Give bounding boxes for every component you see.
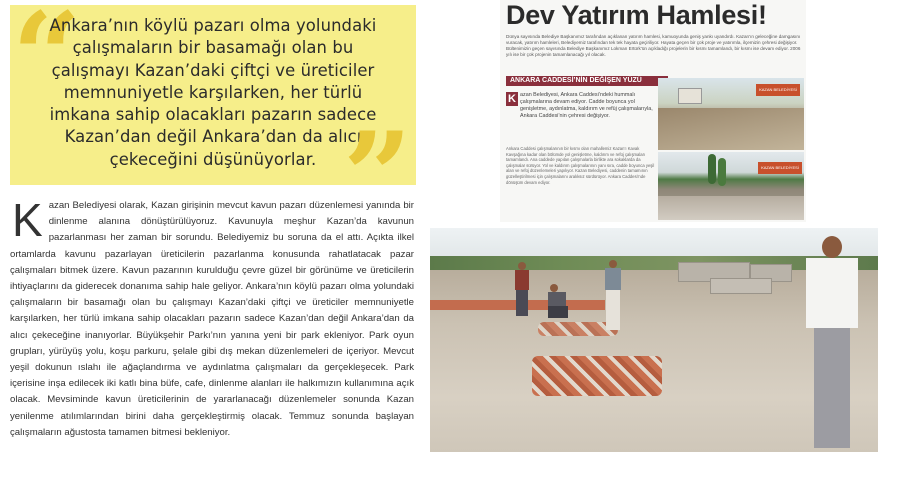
worker-figure: [512, 262, 532, 318]
clipping-lead: Dünya sayısında Belediye Başkanımız tarafından açıklanan yatırım hamlesi, kamuoyunda geniş yankı uyandırdı. Kazan’ın geleceğine damgasını vuracak, yatırım hamleleri, Belediyemiz tarafından tek tek hayata geçiriliyor. Hayata geçen bir çok proje ve yatırımla, ilçemizin çehresi değişiyor. Bültenimizin geçen sayısında Belediye Başkanımız Lokman Ertürk’ün açıkladığı projelerin bir kısmı tamamlandı, bir kısmı ise devam ediyor. 2006 yılı ise bir çok projenin tamamlanacağı yıl olacak.: [506, 34, 801, 57]
official-figure: [802, 236, 862, 452]
article-body: [10, 198, 414, 482]
clipping-intro: azan Belediyesi, Ankara Caddesi’ndeki hummalı çalışmalarına devam ediyor. Cadde boyunca yol genişletme, aydınlatma, kaldırım ve refüj çalışmalarıyla, Ankara Caddesi’nin çehresi değişiyor.: [520, 92, 653, 119]
article-dropcap: K: [12, 198, 43, 246]
pull-quote: [10, 0, 416, 247]
clipping-dropcap: K: [506, 92, 518, 106]
block-stack: [710, 278, 772, 294]
clipping-section-title: ANKARA CADDESİ’NİN DEĞİŞEN YÜZÜ: [506, 76, 668, 86]
clipping-headline: Dev Yatırım Hamlesi!: [506, 0, 767, 30]
worker-figure: [602, 260, 624, 332]
news-clipping: [500, 0, 806, 222]
clipping-photo-street: [658, 152, 804, 220]
clipping-sign: KAZAN BELEDİYESİ: [756, 84, 800, 96]
close-quote-icon: ”: [342, 106, 412, 247]
worker-figure: [546, 284, 570, 320]
clipping-photo-roadwork: [658, 78, 804, 150]
clipping-body: Ankara Caddesi çalışmalarının bir kısmı olan mahallemiz Kazan’ı Kavak Kavşağına kadar olan bölümde yol genişletme, kaldırım ve refüj çalışmaları tamamlandı. Ana caddede yapılan çalışmalarla birlikte ara sokaklarda da çalışmalar sürüyor. Yol ve kaldırım çalışmalarının yanı sıra, cadde boyunca yeşil alan ve refüj düzenlemeleri yapılıyor. Kazan Belediyesi, caddenin tamamının güzelleştirilmesi için çalışmalarını aralıksız sürdürüyor. Ankara Caddesi’nde dönüşüm devam ediyor.: [506, 146, 655, 185]
clipping-sign: KAZAN BELEDİYESİ: [758, 162, 802, 174]
construction-site-photo: [430, 228, 878, 452]
article-text: azan Belediyesi olarak, Kazan girişinin mevcut kavun pazarı düzenlemesi yanında bir dinlenme alanına dönüştürülüyoruz. Kavunuyla meşhur Kazan’da kavunun pazarlanması her zaman bir sorundu. Belediyemiz bu soruna da el attı. Açıkta ilkel ortamlarda kavunu pazarlayan üreticilerin pazarlanma konusunda rahatlatacak pazar çalışmaları bitmek üzere. Kavun pazarının kurulduğu çevre güzel bir görünüme ve üreticilerin ihtiyaçlarını da giderecek donanıma sahip hale geliyor. Ankara’nın köylü pazarı olma yolundaki çalışmaların bir basamağı olan bu çalışmayı Kazan’daki çiftçi ve üreticiler memnuniyetle karşılarken, her türlü imkana sahip olacakları pazarın sadece Kazan’dan değil Ankara’dan da alıcı çekeceğine inanıyorlar. Büyükşehir Parkı’nın yanına yeni bir park ekleniyor. Park oyun grupları, yürüyüş yolu, koşu parkuru, şelale gibi dış mekan düzenlemeleri de içeriyor. Mevcut yeşil dokunun ıslahı ile ağaçlandırma ve aydınlatma çalışmaları da gerçekleşecek. Park içerisine inşa edilecek iki katlı bina büfe, cafe, dinlenme alanları ile halkımızın kullanımına açık olacak. Mevsiminde kavun üreticilerinin de yararlanacağı düzenlemeler sonunda Kazan yenilenme atılımlarından birini daha gerçekleştirmiş olacak. Temmuz sonunda başlayan çalışmaların ağustosta tamamen bitmesi bekleniyor.: [10, 200, 414, 438]
pull-quote-text: Ankara’nın köylü pazarı olma yolundaki çalışmaların bir basamağı olan bu çalışmayı Kazan’daki çiftçi ve üreticiler memnuniyetle karşılarken, her türlü imkana sahip olacakları pazarın sadece Kazan’dan değil Ankara’dan da alıcı çekeceğini düşünüyorlar.: [49, 16, 377, 169]
open-quote-icon: “: [12, 0, 82, 127]
brick-pile: [532, 356, 662, 396]
